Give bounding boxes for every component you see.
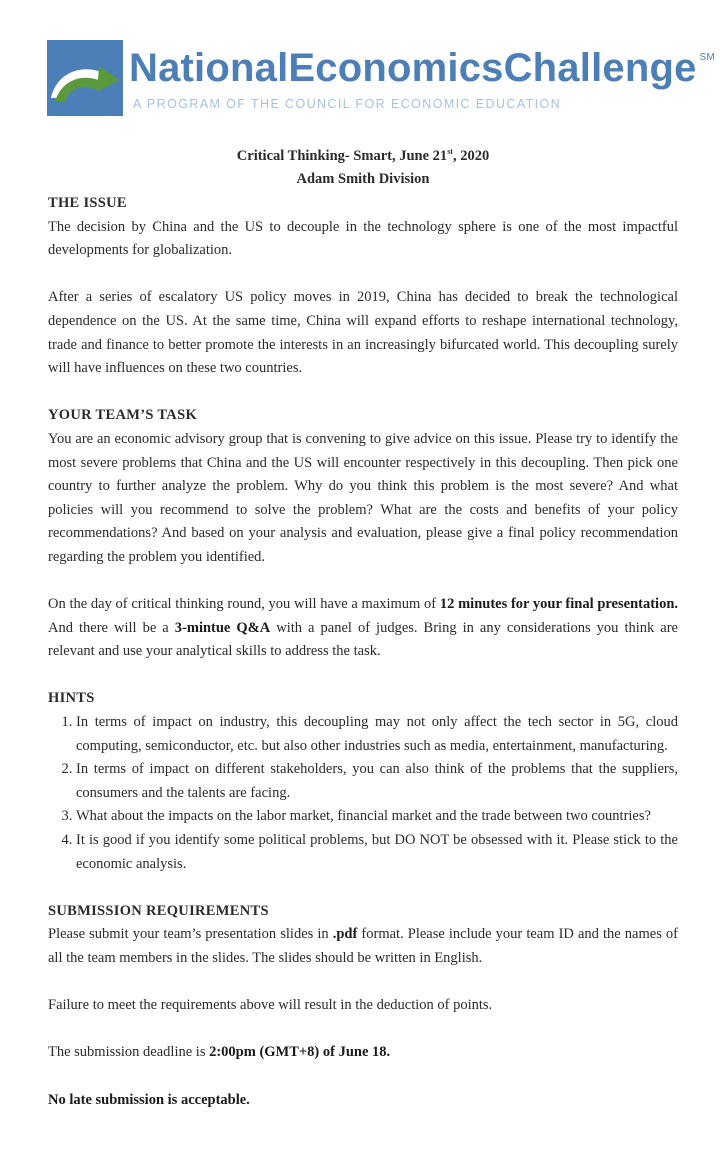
submission-paragraph-1: Please submit your team’s presentation slides in .pdf format. Please include your team ID and the names of all the team members in the slides. The slides should be written in English. [48, 926, 679, 967]
issue-heading: THE ISSUE [48, 195, 127, 212]
submission-heading: SUBMISSION REQUIREMENTS [48, 902, 269, 919]
document-body [48, 140, 678, 1112]
hints-heading: HINTS [48, 690, 95, 707]
hint-item: 4. It is good if you identify some political problems, but DO NOT be obsessed with it. Please stick to the economic analysis. [76, 829, 678, 876]
document-title: Critical Thinking- Smart, June 21st, 2020 [236, 147, 490, 164]
late-submission-note: No late submission is acceptable. [48, 1091, 250, 1108]
hint-item: 2. In terms of impact on different stakeholders, you can also think of the problems that the suppliers, consumers and the talents are facing. [76, 758, 678, 805]
nec-logo [47, 38, 715, 118]
issue-paragraph-1: The decision by China and the US to decouple in the technology sphere is one of the most impactful developments for globalization. [48, 218, 678, 259]
division-label: Adam Smith Division [296, 171, 430, 188]
task-paragraph-1: You are an economic advisory group that is convening to give advice on this issue. Please try to identify the most severe problems that China and the US will encounter respectively in this decoupling. Then pick one country to further analyze the problem. Why do you think this problem is the most severe? And what policies will you recommend to solve the problem? What are the costs and benefits of your policy recommendations? And based on your analysis and evaluation, please give a final policy recommendation regarding the problem you identified. [48, 430, 678, 565]
submission-paragraph-2: Failure to meet the requirements above will result in the deduction of points. [48, 997, 493, 1014]
logo-tagline: A PROGRAM OF THE COUNCIL FOR ECONOMIC EDUCATION [133, 97, 562, 111]
task-paragraph-2: On the day of critical thinking round, you will have a maximum of 12 minutes for your final presentation. And there will be a 3-mintue Q&A with a panel of judges. Bring in any considerations you think are relevant and use your analytical skills to address the task. [48, 596, 679, 660]
logo-title: NationalEconomicsChallenge ℠ [129, 46, 715, 90]
issue-paragraph-2: After a series of escalatory US policy moves in 2019, China has decided to break the technological dependence on the US. At the same time, China will expand efforts to reshape international technology, trade and finance to better promote the interests in an increasingly bifurcated world. This decoupling surely will have influences on these two countries. [48, 289, 678, 377]
hint-item: 3. What about the impacts on the labor market, financial market and the trade between two countries? [76, 805, 678, 829]
hint-item: 1. In terms of impact on industry, this decoupling may not only affect the tech sector in 5G, cloud computing, semiconductor, etc. but also other industries such as media, entertainment, manufacturing. [76, 711, 678, 758]
hints-list [48, 711, 678, 876]
submission-deadline: The submission deadline is 2:00pm (GMT+8) of June 18. [48, 1044, 391, 1061]
task-heading: YOUR TEAM’S TASK [48, 407, 198, 424]
nec-logo-mark-icon [47, 40, 123, 116]
